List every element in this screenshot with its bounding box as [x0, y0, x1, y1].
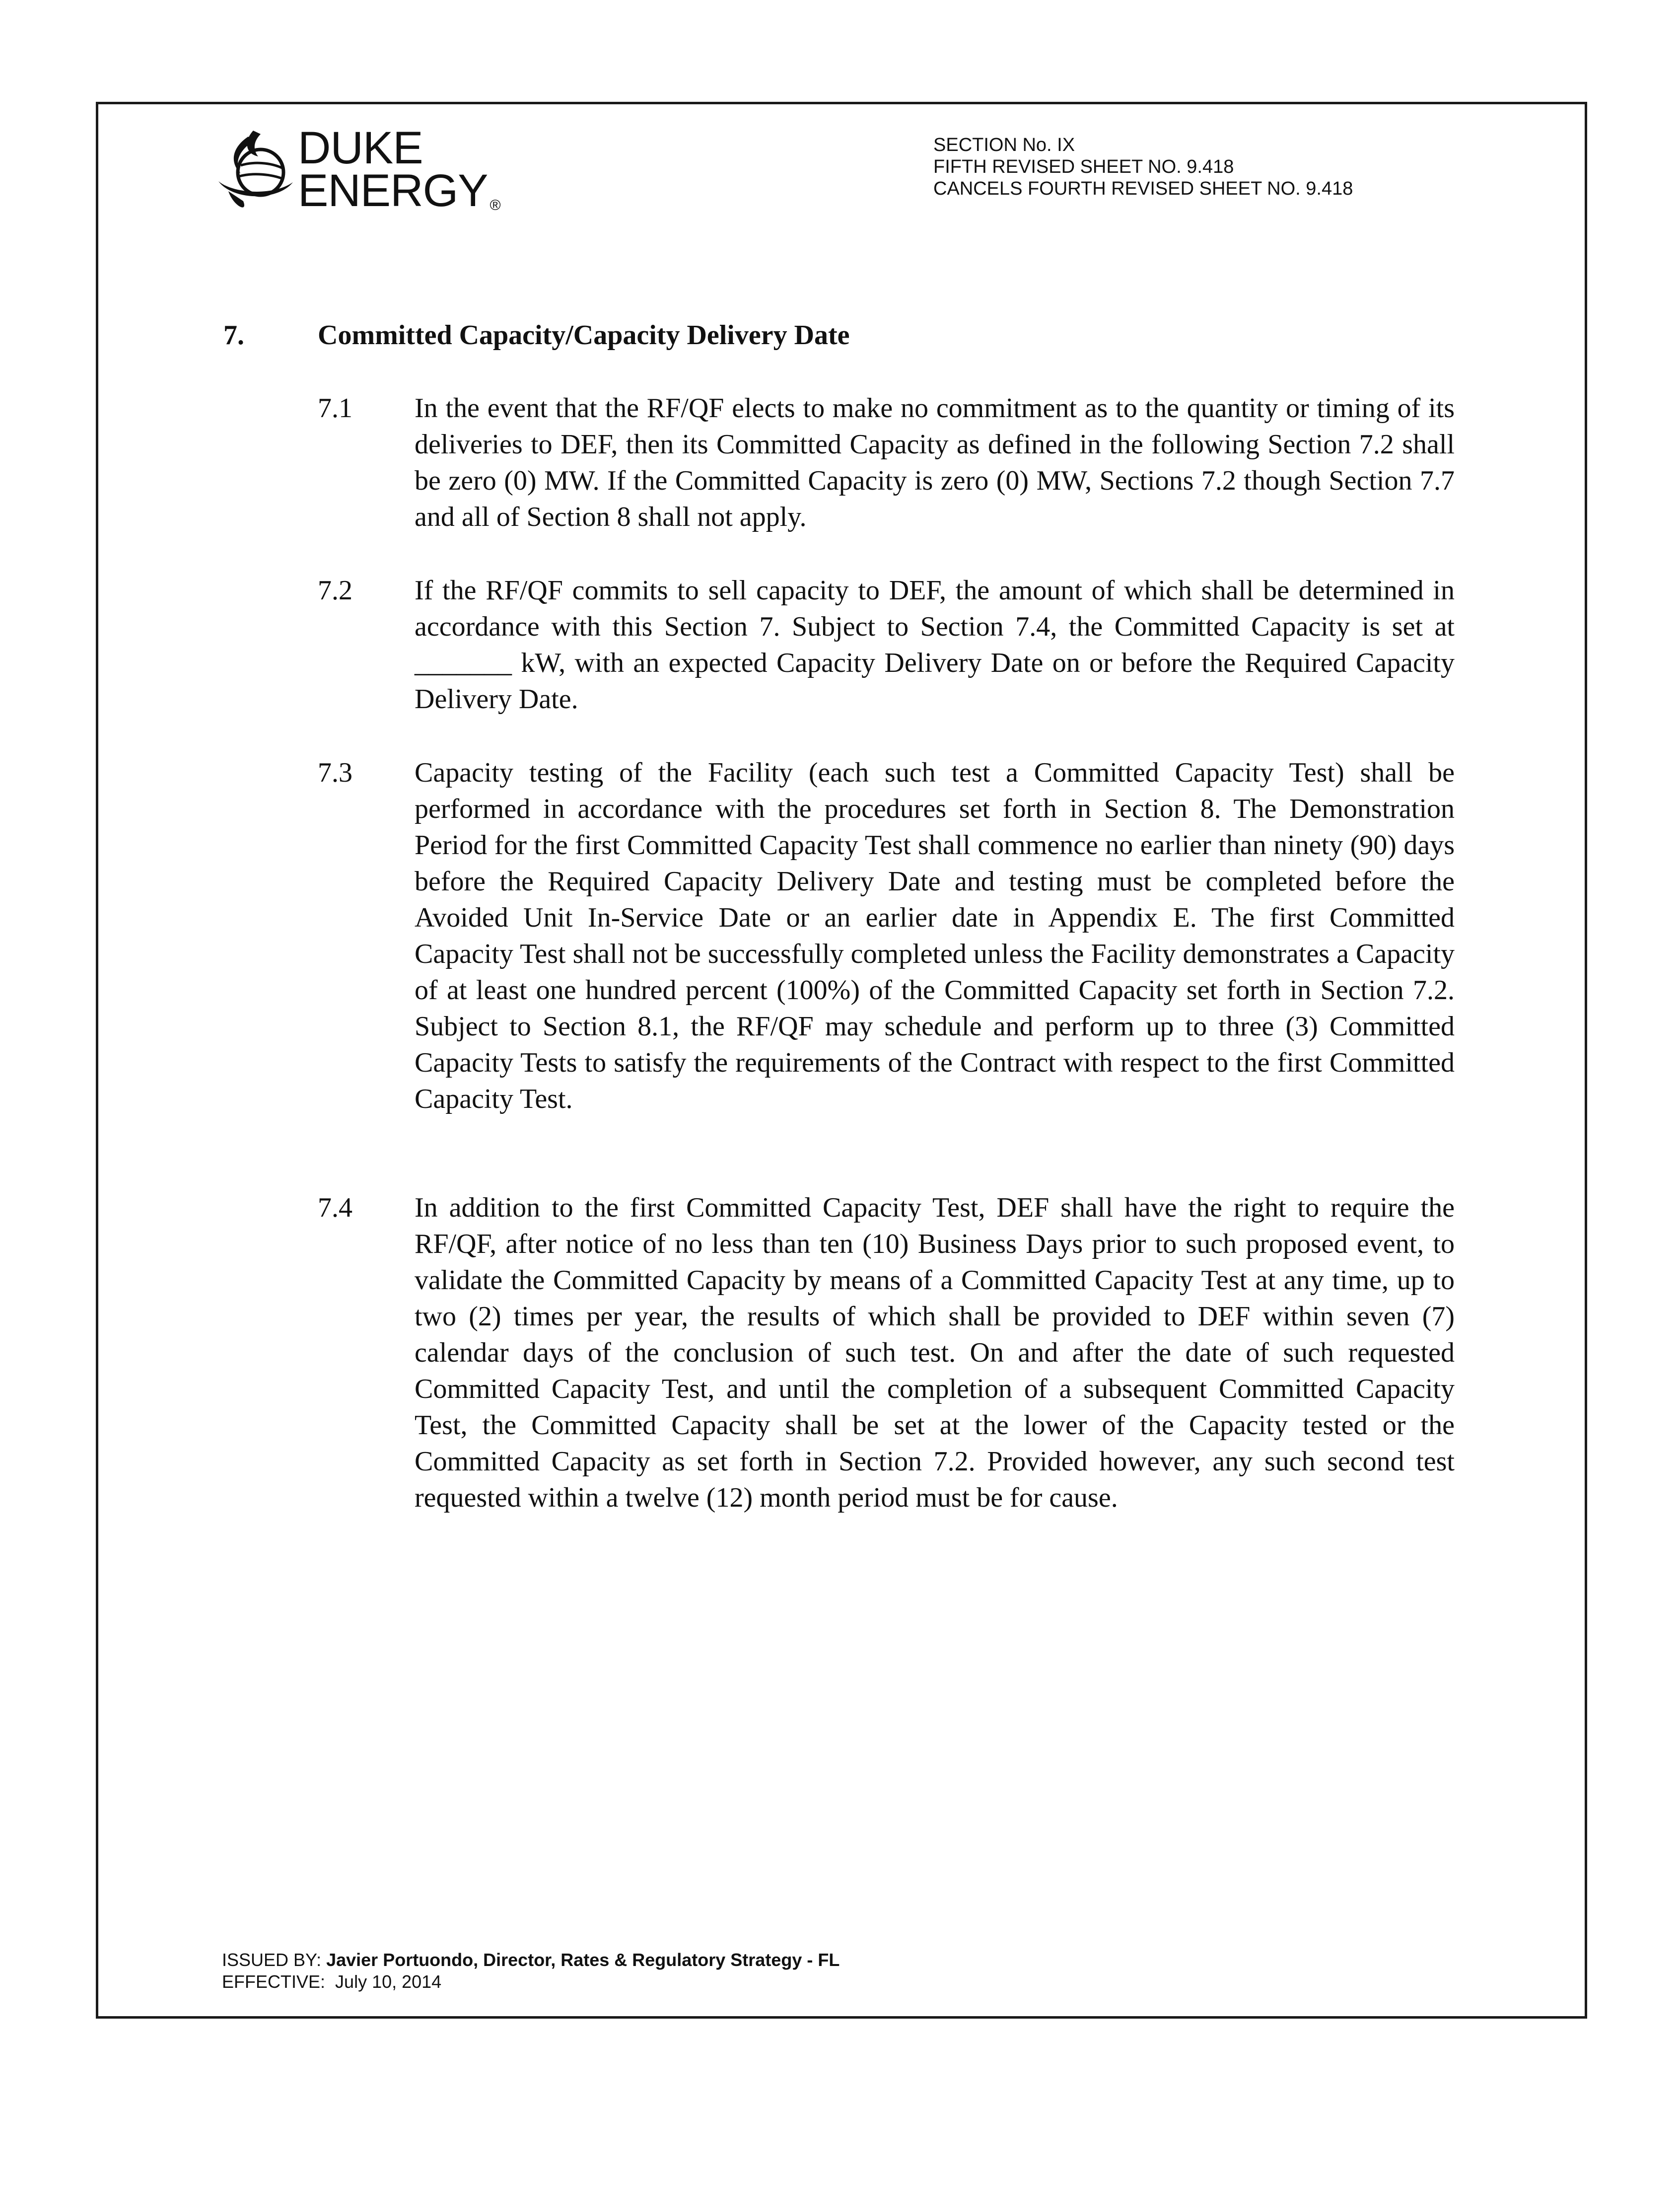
paragraph-text: In addition to the first Committed Capacity Test, DEF shall have the right to require the RF/QF, after notice of no less than ten (10) Business Days prior to such proposed event, to validate the Committed Capacity by means of a Committed Capacity Test at any time, up to two (2) times per year, the results of which shall be provided to DEF within seven (7) calendar days of the conclusion of such test. On and after the date of such requested Committed Capacity Test, and until the completion of a subsequent Committed Capacity Test, the Committed Capacity shall be set at the lower of the Capacity tested or the Committed Capacity as set forth in Section 7.2. Provided however, any such second test requested within a twelve (12) month period must be for cause. [415, 1192, 1455, 1513]
logo-line-energy: ENERGY [298, 165, 488, 216]
paragraph-7-4 [318, 1190, 1455, 1516]
paragraph-number: 7.1 [318, 393, 352, 424]
cancels-sheet: CANCELS FOURTH REVISED SHEET NO. 9.418 [933, 178, 1353, 199]
paragraph-number: 7.3 [318, 757, 352, 788]
sheet-header [933, 134, 1353, 200]
duke-energy-logo [213, 123, 531, 226]
section-heading-number: 7. [223, 320, 244, 351]
paragraph-7-2 [318, 573, 1455, 718]
issued-by-value: Javier Portuondo, Director, Rates & Regulatory Strategy - FL [326, 1950, 840, 1970]
section-number: SECTION No. IX [933, 135, 1075, 155]
effective-value: July 10, 2014 [335, 1971, 442, 1992]
paragraph-7-1 [318, 390, 1455, 535]
effective-line [222, 1971, 840, 1993]
section-heading-title: Committed Capacity/Capacity Delivery Date [318, 320, 850, 351]
effective-label: EFFECTIVE: [222, 1971, 326, 1992]
paragraph-text: If the RF/QF commits to sell capacity to DEF, the amount of which shall be determined in accordance with this Section 7. Subject to Section 7.4, the Committed Capacity is set at _______ kW, with an expected Capacity Delivery Date on or before the Required Capacity Delivery Date. [415, 575, 1455, 715]
issued-by-line [222, 1949, 840, 1971]
paragraph-7-3 [318, 755, 1455, 1117]
sheet-number: FIFTH REVISED SHEET NO. 9.418 [933, 156, 1234, 177]
registered-mark: ® [490, 197, 500, 214]
paragraph-number: 7.4 [318, 1192, 352, 1223]
paragraph-text: In the event that the RF/QF elects to make no commitment as to the quantity or timing of its deliveries to DEF, then its Committed Capacity as defined in the following Section 7.2 shall be zero (0) MW. If the Committed Capacity is zero (0) MW, Sections 7.2 though Section 7.7 and all of Section 8 shall not apply. [415, 393, 1455, 532]
paragraph-text: Capacity testing of the Facility (each such test a Committed Capacity Test) shall be performed in accordance with the procedures set forth in Section 8. The Demonstration Period for the first Committed Capacity Test shall commence no earlier than ninety (90) days before the Required Capacity Delivery Date and testing must be completed before the Avoided Unit In-Service Date or an earlier date in Appendix E. The first Committed Capacity Test shall not be successfully completed unless the Facility demonstrates a Capacity of at least one hundred percent (100%) of the Committed Capacity set forth in Section 7.2. Subject to Section 8.1, the RF/QF may schedule and perform up to three (3) Committed Capacity Tests to satisfy the requirements of the Contract with respect to the first Committed Capacity Test. [415, 757, 1455, 1114]
issued-by-label: ISSUED BY: [222, 1950, 322, 1970]
logo-wordmark [298, 123, 500, 223]
logo-line-duke: DUKE [298, 123, 423, 173]
duke-energy-globe-icon [213, 127, 298, 216]
paragraph-number: 7.2 [318, 575, 352, 606]
footer [222, 1949, 840, 1993]
